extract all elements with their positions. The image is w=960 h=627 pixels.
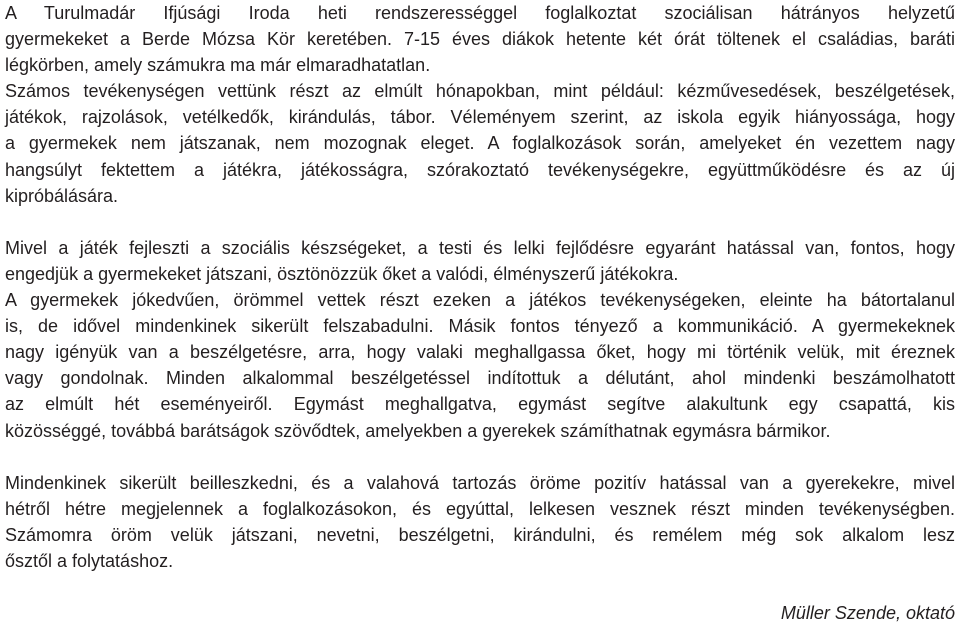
text-line: közösséggé, továbbá barátságok szövődtek, amelyekben a gyerekek számíthatnak egymásra bármikor. bbox=[5, 420, 831, 441]
text-line: a gyermekek nem játszanak, nem mozognak eleget. A foglalkozások során, amelyeket én vezettem nagy bbox=[5, 133, 955, 154]
text-line: A gyermekek jókedvűen, örömmel vettek részt ezeken a játékos tevékenységeken, eleinte ha bátortalanul bbox=[5, 290, 955, 311]
text-line: ősztől a folytatáshoz. bbox=[5, 550, 174, 571]
text-line: A Turulmadár Ifjúsági Iroda heti rendszerességgel foglalkoztat szociálisan hátrányos helyzetű bbox=[5, 3, 955, 23]
text-line: játékok, rajzolások, vetélkedők, kirándulás, tábor. Véleményem szerint, az iskola egyik hiányossága, hogy bbox=[5, 107, 955, 128]
text-line: is, de idővel mindenkinek sikerült felszabadulni. Másik fontos tényező a kommunikáció. A gyermekeknek bbox=[5, 316, 955, 337]
text-line: az elmúlt hét eseményeiről. Egymást meghallgatva, egymást segítve alakultunk egy csapattá, kis bbox=[5, 394, 955, 415]
text-line: engedjük a gyermekeket játszani, ösztönözzük őket a valódi, élményszerű játékokra. bbox=[5, 263, 679, 284]
text-line: hétről hétre megjelennek a foglalkozásokon, és egyúttal, lelkesen vesznek részt minden tevékenységben. bbox=[5, 498, 955, 519]
text-line: Számos tevékenységen vettünk részt az elmúlt hónapokban, mint például: kézművesedések, beszélgetések, bbox=[5, 81, 955, 102]
paragraph-intro bbox=[5, 0, 955, 78]
text-line: Mivel a játék fejleszti a szociális készségeket, a testi és lelki fejlődésre egyaránt hatással van, fontos, hogy bbox=[5, 237, 955, 258]
text-line: Mindenkinek sikerült beilleszkedni, és a valahová tartozás öröme pozitív hatással van a gyerekekre, mivel bbox=[5, 472, 955, 493]
author-signature: Müller Szende, oktató bbox=[780, 603, 955, 624]
text-line: hangsúlyt fektettem a játékra, játékosságra, szórakoztató tevékenységekre, együttműködésre és az új bbox=[5, 159, 955, 180]
text-line: légkörben, amely számukra ma már elmaradhatatlan. bbox=[5, 55, 431, 76]
text-line: Számomra öröm velük játszani, nevetni, beszélgetni, kirándulni, és remélem még sok alkalom lesz bbox=[5, 524, 955, 545]
text-line: vagy gondolnak. Minden alkalommal beszélgetéssel indítottuk a délutánt, ahol mindenki beszámolhatott bbox=[5, 368, 955, 389]
paragraph-closing bbox=[5, 470, 955, 574]
paragraph-activities bbox=[5, 78, 955, 208]
text-line: gyermekeket a Berde Mózsa Kör keretében. 7-15 éves diákok hetente két órát töltenek el családias, baráti bbox=[5, 29, 955, 50]
paragraph-spacer bbox=[5, 444, 955, 470]
paragraph-communication bbox=[5, 287, 955, 444]
text-line: nagy igényük van a beszélgetésre, arra, hogy valaki meghallgassa őket, hogy mi történik velük, mit éreznek bbox=[5, 342, 955, 363]
paragraph-spacer bbox=[5, 209, 955, 235]
paragraph-play bbox=[5, 235, 955, 287]
text-line: kipróbálására. bbox=[5, 185, 119, 206]
paragraph-spacer bbox=[5, 574, 955, 600]
